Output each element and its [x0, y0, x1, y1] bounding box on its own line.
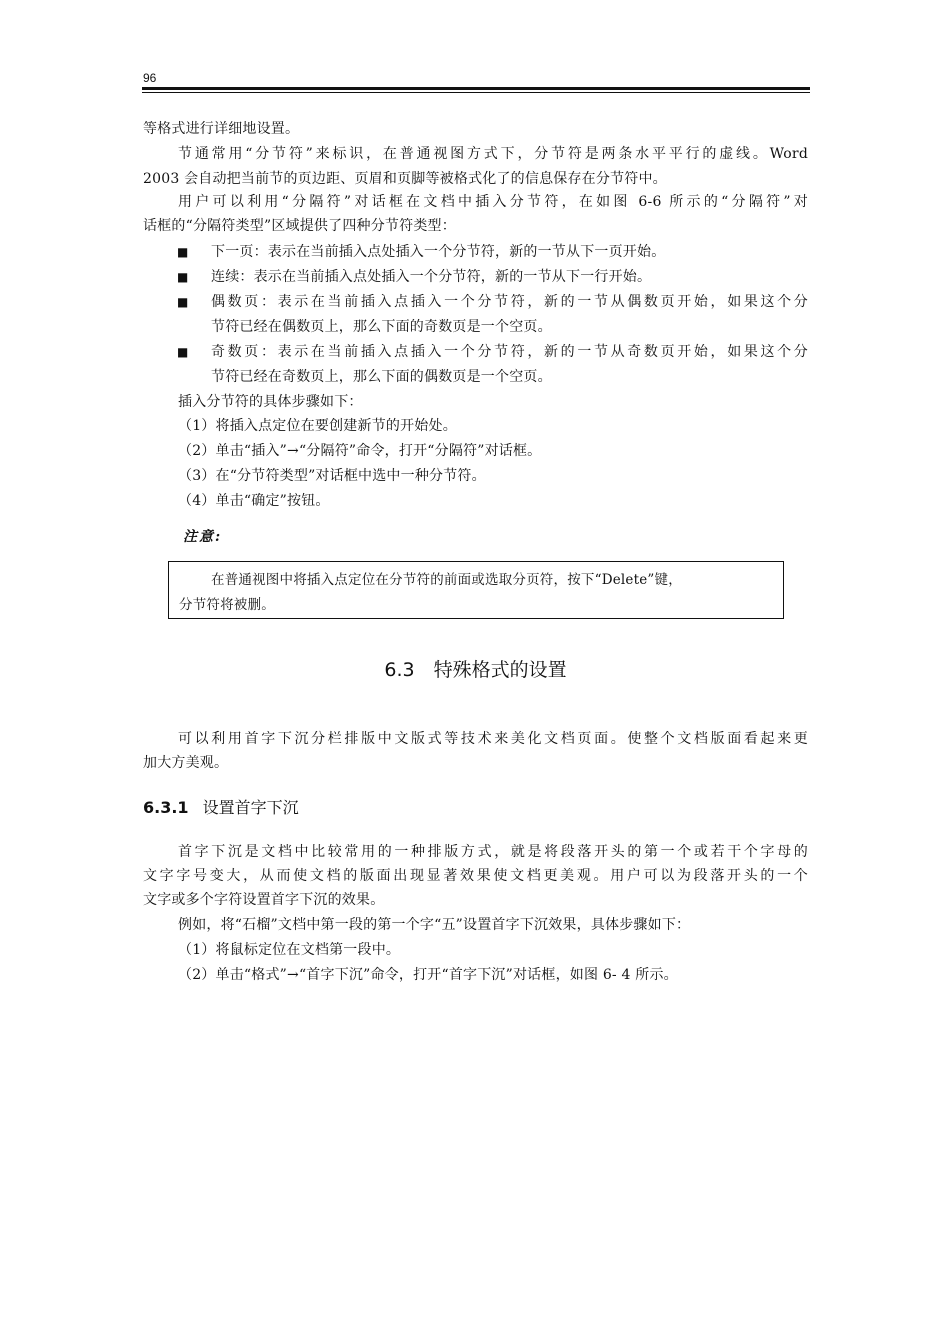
bullet-square-icon: ■	[177, 345, 189, 359]
bullet-square-icon: ■	[177, 245, 189, 259]
list-item: 连续：表示在当前插入点处插入一个分节符，新的一节从下一行开始。	[211, 269, 652, 285]
paragraph-line: 加大方美观。	[143, 755, 229, 771]
subsection-number: 6.3.1	[143, 798, 189, 817]
note-label: 注意:	[183, 529, 223, 545]
step-item: （1）将鼠标定位在文档第一段中。	[178, 942, 401, 958]
note-box	[168, 561, 784, 619]
paragraph-line: 用户可以利用“分隔符”对话框在文档中插入分节符，在如图 6-6 所示的“分隔符”对	[178, 194, 808, 210]
step-item: （1）将插入点定位在要创建新节的开始处。	[178, 418, 457, 434]
paragraph-line: 文字字号变大，从而使文档的版面出现显著效果使文档更美观。用户可以为段落开头的一个	[143, 868, 808, 884]
subsection-title	[143, 795, 299, 818]
paragraph-line: 话框的“分隔符类型”区域提供了四种分节符类型：	[143, 218, 456, 234]
paragraph-line: 节通常用“分节符”来标识，在普通视图方式下，分节符是两条水平平行的虚线。Word	[178, 146, 808, 162]
paragraph-line: 可以利用首字下沉分栏排版中文版式等技术来美化文档页面。使整个文档版面看起来更	[178, 731, 808, 747]
note-text: 分节符将被删。	[179, 597, 275, 613]
header-rule-thin	[142, 92, 810, 93]
section-title: 6.3 特殊格式的设置	[384, 659, 567, 681]
list-item-continuation: 节符已经在偶数页上，那么下面的奇数页是一个空页。	[211, 319, 552, 335]
step-item: （3）在“分节符类型”对话框中选中一种分节符。	[178, 468, 486, 484]
list-item-continuation: 节符已经在奇数页上，那么下面的偶数页是一个空页。	[211, 369, 552, 385]
list-item: 奇数页：表示在当前插入点插入一个分节符，新的一节从奇数页开始，如果这个分	[211, 344, 808, 360]
page-number: 96	[143, 71, 157, 85]
subsection-heading: 设置首字下沉	[202, 798, 299, 817]
header-rule	[142, 87, 810, 90]
paragraph-line: 首字下沉是文档中比较常用的一种排版方式，就是将段落开头的第一个或若干个字母的	[178, 844, 808, 860]
paragraph-line: 文字或多个字符设置首字下沉的效果。	[143, 892, 385, 908]
paragraph-line: 等格式进行详细地设置。	[143, 121, 300, 137]
bullet-square-icon: ■	[177, 295, 189, 309]
note-text: 在普通视图中将插入点定位在分节符的前面或选取分页符，按下“Delete”键，	[211, 572, 682, 588]
step-item: （4）单击“确定”按钮。	[178, 493, 330, 509]
steps-intro: 插入分节符的具体步骤如下：	[178, 394, 363, 410]
list-item: 下一页：表示在当前插入点处插入一个分节符，新的一节从下一页开始。	[211, 244, 666, 260]
step-item: （2）单击“格式”→“首字下沉”命令，打开“首字下沉”对话框，如图 6- 4 所示。	[178, 967, 678, 983]
paragraph-line: 2003 会自动把当前节的页边距、页眉和页脚等被格式化了的信息保存在分节符中。	[143, 171, 667, 187]
bullet-square-icon: ■	[177, 270, 189, 284]
list-item: 偶数页：表示在当前插入点插入一个分节符，新的一节从偶数页开始，如果这个分	[211, 294, 808, 310]
paragraph-line: 例如，将“石榴”文档中第一段的第一个字“五”设置首字下沉效果，具体步骤如下：	[178, 917, 691, 933]
step-item: （2）单击“插入”→“分隔符”命令，打开“分隔符”对话框。	[178, 443, 542, 459]
